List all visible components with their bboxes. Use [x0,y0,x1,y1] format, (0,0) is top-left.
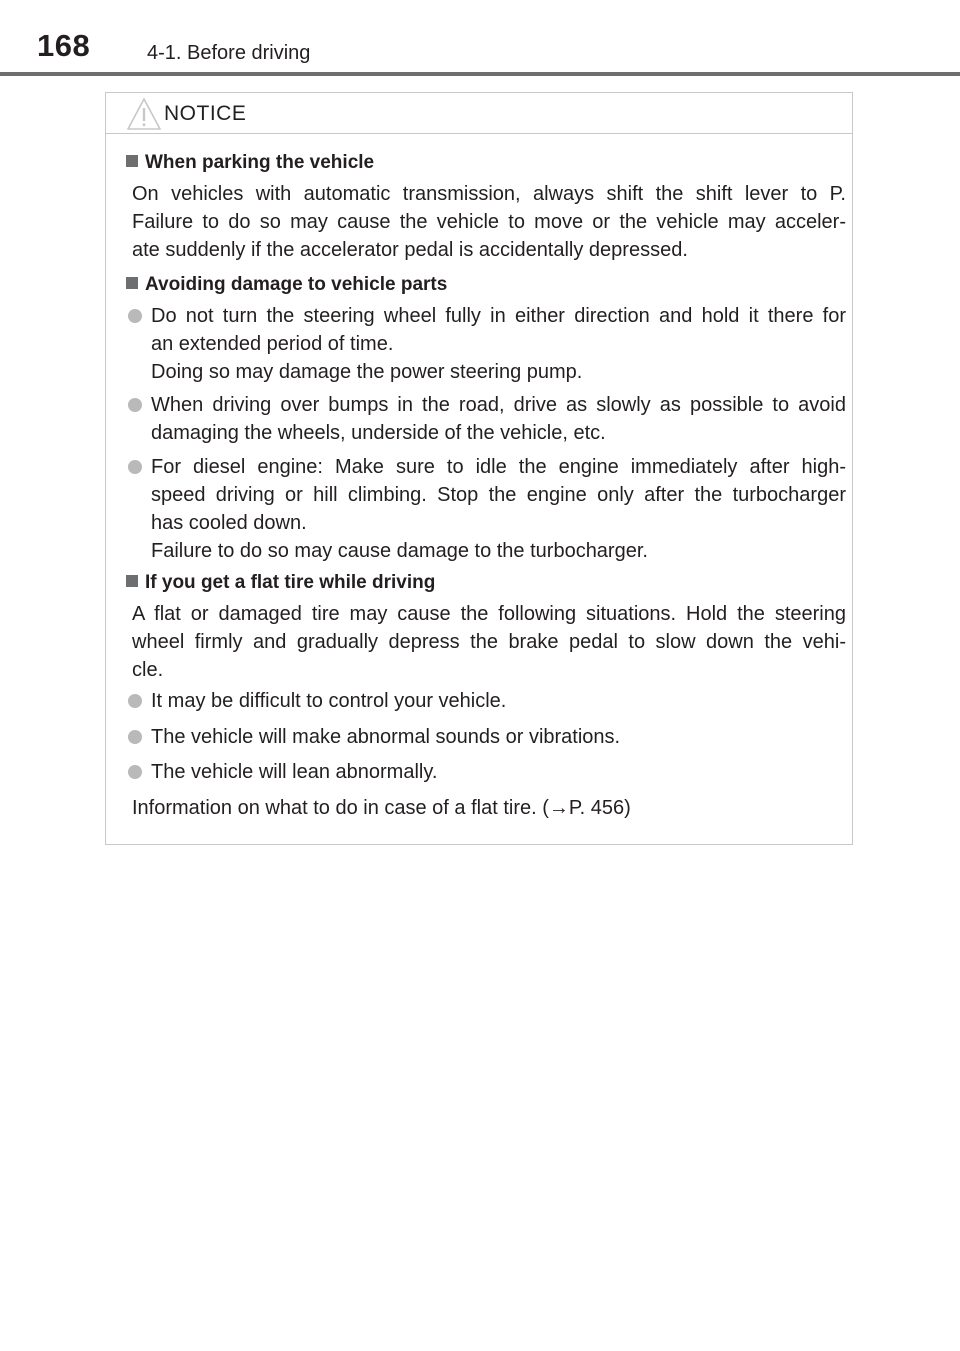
notice-box [105,92,853,845]
list-item-line: When driving over bumps in the road, drive as slowly as possible to avoid [151,394,846,416]
section-title: 4-1. Before driving [147,42,311,64]
paragraph [132,180,846,264]
paragraph-line: cle. [132,659,164,681]
list-item [151,391,846,447]
warning-triangle-icon [126,97,162,131]
list-item [151,453,846,565]
bullet-dot-icon [128,765,142,779]
list-item [151,302,846,386]
page-header [0,0,960,78]
list-item-line: has cooled down. [151,512,307,534]
heading-text: If you get a flat tire while driving [145,572,436,593]
section-heading [126,150,374,176]
list-item-line: Do not turn the steering wheel fully in either direction and hold it there for [151,305,846,327]
bullet-dot-icon [128,460,142,474]
section-heading [126,272,447,298]
paragraph [132,600,846,684]
list-item [151,687,846,715]
header-rule [0,72,960,76]
cross-reference-text: Information on what to do in case of a flat tire. (→P. 456) [132,797,631,819]
bullet-dot-icon [128,398,142,412]
paragraph-line: wheel firmly and gradually depress the brake pedal to slow down the vehi- [132,631,846,653]
list-item-line: It may be difficult to control your vehicle. [151,690,507,712]
list-item-line: The vehicle will make abnormal sounds or vibrations. [151,726,621,748]
list-item-line: Failure to do so may cause damage to the turbocharger. [151,540,648,562]
notice-label: NOTICE [164,102,247,125]
list-item-line: The vehicle will lean abnormally. [151,761,438,783]
square-bullet-icon [126,155,138,167]
page-number: 168 [37,28,91,63]
heading-text: When parking the vehicle [145,152,375,173]
paragraph-line: Failure to do so may cause the vehicle to move or the vehicle may acceler- [132,211,846,233]
square-bullet-icon [126,575,138,587]
closing-paragraph [132,794,846,822]
heading-text: Avoiding damage to vehicle parts [145,274,448,295]
paragraph-line: ate suddenly if the accelerator pedal is accidentally depressed. [132,239,688,261]
list-item-line: speed driving or hill climbing. Stop the engine only after the turbocharger [151,484,846,506]
list-item [151,758,846,786]
bullet-dot-icon [128,309,142,323]
list-item-line: Doing so may damage the power steering pump. [151,361,583,383]
list-item-line: damaging the wheels, underside of the vehicle, etc. [151,422,606,444]
bullet-dot-icon [128,694,142,708]
square-bullet-icon [126,277,138,289]
paragraph-line: On vehicles with automatic transmission, always shift the shift lever to P. [132,183,846,205]
section-heading [126,570,435,596]
notice-header [106,93,852,134]
list-item-line: an extended period of time. [151,333,394,355]
paragraph-line: A flat or damaged tire may cause the following situations. Hold the steering [132,603,846,625]
list-item [151,723,846,751]
bullet-dot-icon [128,730,142,744]
list-item-line: For diesel engine: Make sure to idle the engine immediately after high- [151,456,846,478]
